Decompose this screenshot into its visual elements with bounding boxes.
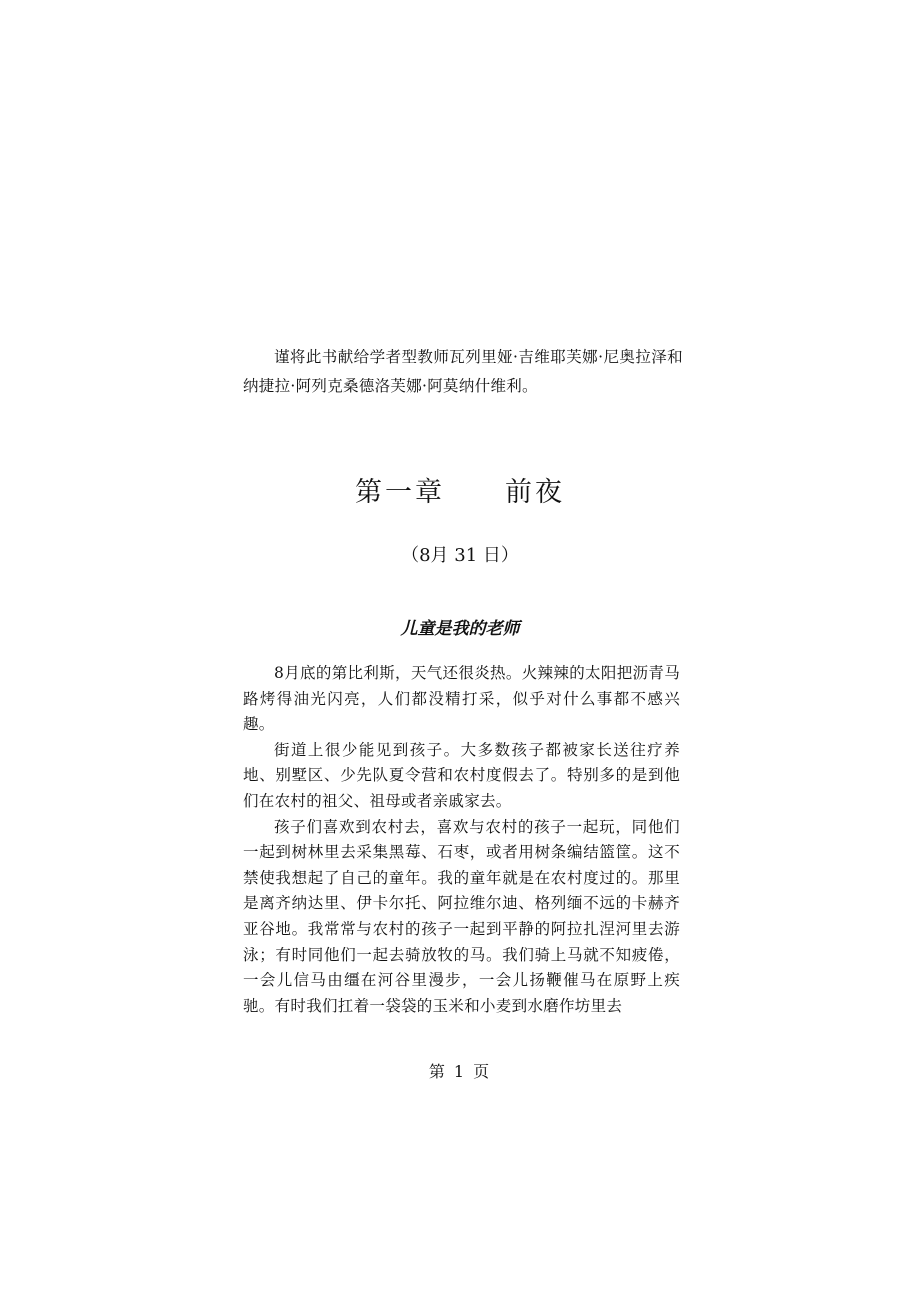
paragraph: 街道上很少能见到孩子。大多数孩子都被家长送往疗养地、别墅区、少先队夏令营和农村度假去了。特别多的是到他们在农村的祖父、祖母或者亲戚家去。	[243, 740, 680, 810]
paragraph: 8月底的第比利斯，天气还很炎热。火辣辣的太阳把沥青马路烤得油光闪亮，人们都没精打采，似乎对什么事都不感兴趣。	[243, 664, 680, 734]
paragraph: 孩子们喜欢到农村去，喜欢与农村的孩子一起玩，同他们一起到树林里去采集黑莓、石枣，或者用树条编结篮筐。这不禁使我想起了自己的童年。我的童年就是在农村度过的。那里是离齐纳达里、伊卡尔托、阿拉维尔迪、格列缅不远的卡赫齐亚谷地。我常常与农村的孩子一起到平静的阿拉扎涅河里去游泳；有时同他们一起去骑放牧的马。我们骑上马就不知疲倦，一会儿信马由缰在河谷里漫步，一会儿扬鞭催马在原野上疾驰。有时我们扛着一袋袋的玉米和小麦到水磨作坊里去	[243, 817, 680, 1015]
dedication-text: 谨将此书献给学者型教师瓦列里娅·吉维耶芙娜·尼奥拉泽和纳捷拉·阿列克桑德洛芙娜·阿莫纳什维利。	[243, 348, 683, 395]
chapter-title: 前夜	[505, 477, 565, 508]
chapter-number: 第一章	[355, 477, 445, 508]
page-number: 第 1 页	[428, 1062, 492, 1081]
section-title: 儿童是我的老师	[400, 619, 520, 639]
chapter-heading	[0, 470, 920, 509]
body-text	[243, 661, 680, 1019]
chapter-date: （8月 31 日）	[401, 545, 519, 566]
